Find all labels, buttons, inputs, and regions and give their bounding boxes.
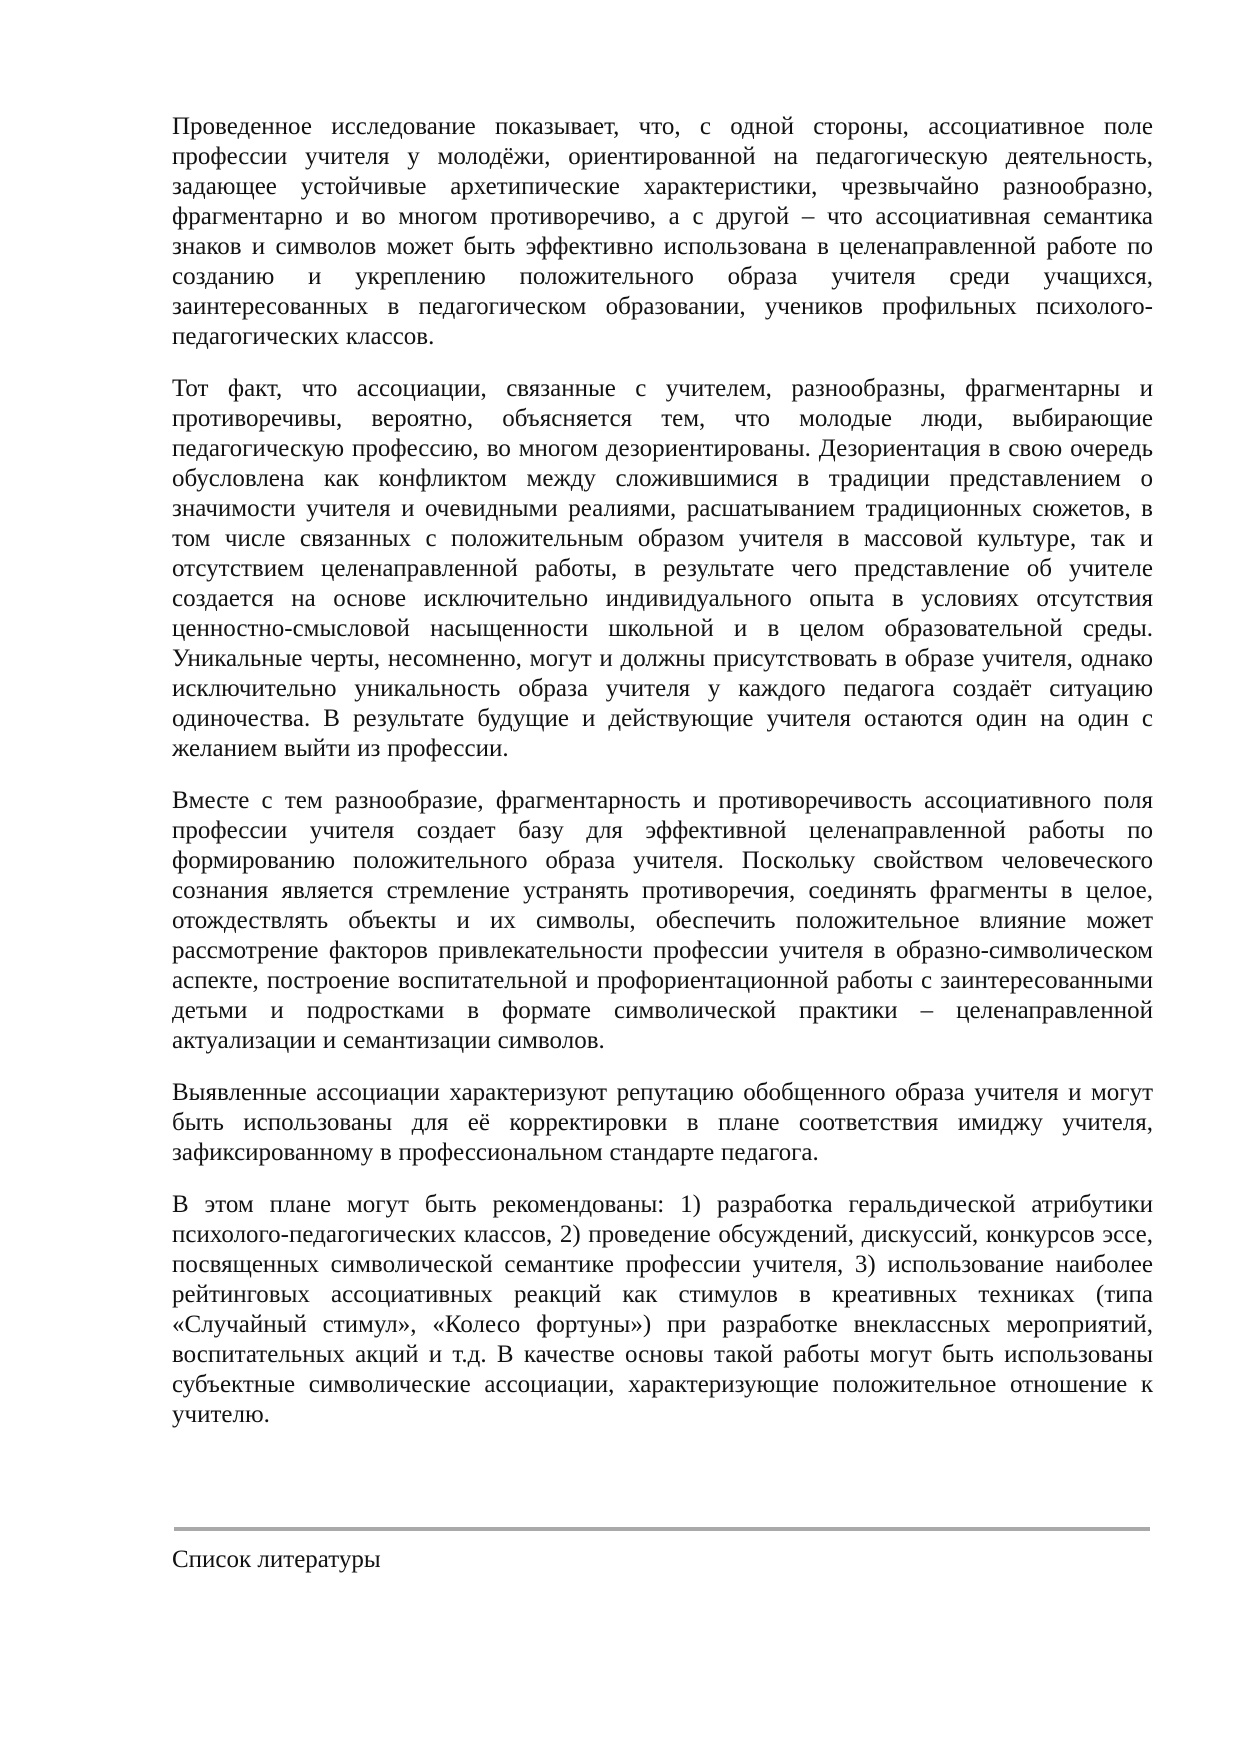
section-divider [174,1527,1150,1531]
paragraph-recommendations: В этом плане могут быть рекомендованы: 1) разработка геральдической атрибутики психолого-педагогических классов, 2) проведение обсуждений, дискуссий, конкурсов эссе, посвященных символической семантике профессии учителя, 3) использование наиболее рейтинговых ассоциативных реакций как стимулов в креативных техниках (типа «Случайный стимул», «Колесо фортуны») при разработке внеклассных мероприятий, воспитательных акций и т.д. В качестве основы такой работы могут быть использованы субъектные символические ассоциации, характеризующие положительное отношение к учителю. [172,1191,1153,1428]
paragraph-positive-image-base: Вместе с тем разнообразие, фрагментарность и противоречивость ассоциативного поля профессии учителя создает базу для эффективной целенаправленной работы по формированию положительного образа учителя. Поскольку свойством человеческого сознания является стремление устранять противоречия, соединять фрагменты в целое, отождествлять объекты и их символы, обеспечить положительное влияние может рассмотрение факторов привлекательности профессии учителя в образно-символическом аспекте, построение воспитательной и профориентационной работы с заинтересованными детьми и подростками в формате символической практики – целенаправленной актуализации и семантизации символов. [172,787,1153,1054]
paragraph-research-findings: Проведенное исследование показывает, что, с одной стороны, ассоциативное поле профессии учителя у молодёжи, ориентированной на педагогическую деятельность, задающее устойчивые архетипические характеристики, чрезвычайно разнообразно, фрагментарно и во многом противоречиво, а с другой – что ассоциативная семантика знаков и символов может быть эффективно использована в целенаправленной работе по созданию и укреплению положительного образа учителя среди учащихся, заинтересованных в педагогическом образовании, учеников профильных психолого-педагогических классов. [172,113,1153,350]
paragraph-disorientation: Тот факт, что ассоциации, связанные с учителем, разнообразны, фрагментарны и противоречивы, вероятно, объясняется тем, что молодые люди, выбирающие педагогическую профессию, во многом дезориентированы. Дезориентация в свою очередь обусловлена как конфликтом между сложившимися в традиции представлением о значимости учителя и очевидными реалиями, расшатыванием традиционных сюжетов, в том числе связанных с положительным образом учителя в массовой культуре, так и отсутствием целенаправленной работы, в результате чего представление об учителе создается на основе исключительно индивидуального опыта в условиях отсутствия ценностно-смысловой насыщенности школьной и в целом образовательной среды. Уникальные черты, несомненно, могут и должны присутствовать в образе учителя, однако исключительно уникальность образа учителя у каждого педагога создаёт ситуацию одиночества. В результате будущие и действующие учителя остаются один на один с желанием выйти из профессии. [172,375,1153,762]
document-body [172,112,1153,1575]
paragraph-reputation: Выявленные ассоциации характеризуют репутацию обобщенного образа учителя и могут быть использованы для её корректировки в плане соответствия имиджу учителя, зафиксированному в профессиональном стандарте педагога. [172,1079,1153,1166]
references-heading: Список литературы [172,1546,381,1573]
